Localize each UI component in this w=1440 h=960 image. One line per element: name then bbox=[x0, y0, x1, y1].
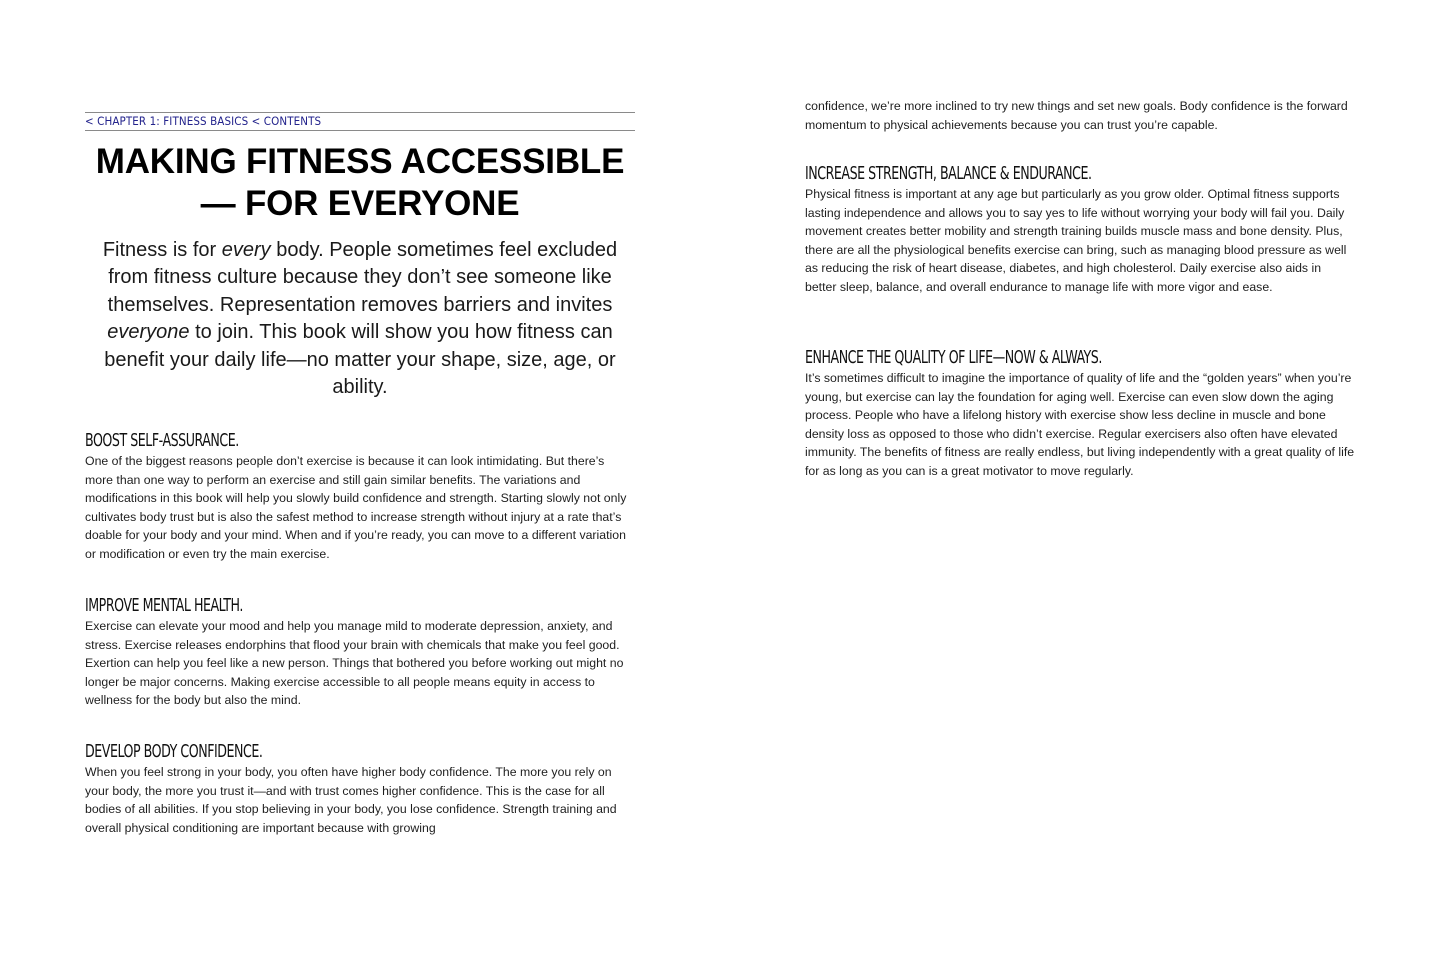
section-strength bbox=[805, 163, 1355, 296]
breadcrumb bbox=[85, 112, 635, 131]
section-self-assurance bbox=[85, 430, 635, 563]
section-body: One of the biggest reasons people don’t exercise is because it can look intimidating. But there’s more than one way to perform an exercise and still gain similar benefits. The variations and modifications in this book will help you slowly build confidence and strength. Starting slowly not only cultivates body trust but is also the safest method to increase strength without injury at a rate that’s doable for your body and your mind. When and if you’re ready, you can move to a different variation or modification or even try the main exercise. bbox=[85, 454, 627, 561]
intro-emphasis-every: every bbox=[221, 239, 271, 261]
right-page bbox=[805, 0, 1355, 960]
section-heading: IMPROVE MENTAL HEALTH. bbox=[85, 595, 243, 616]
page-title-line-2: — FOR EVERYONE bbox=[200, 184, 520, 223]
page-title-line-1: MAKING FITNESS ACCESSIBLE bbox=[95, 142, 625, 181]
intro-text-2: body. People sometimes feel excluded from fitness culture because they don’t see someone like themselves. Representation removes barriers and invites bbox=[107, 239, 618, 316]
intro-paragraph bbox=[85, 237, 635, 401]
chapter-link[interactable]: < CHAPTER 1: FITNESS BASICS bbox=[85, 114, 249, 128]
section-body: confidence, we’re more inclined to try new things and set new goals. Body confidence is the forward momentum to physical achievements because you can trust you’re capable. bbox=[805, 99, 1348, 132]
section-body: It’s sometimes difficult to imagine the importance of quality of life and the “golden years” when you’re young, but exercise can lay the foundation for aging well. Exercise can even slow down the aging process. People who have a lifelong history with exercise show less decline in muscle and bone density loss as opposed to those who didn’t exercise. Regular exercisers also often have elevated immunity. The benefits of fitness are really endless, but living independently with a great quality of life for as long as you can is a great motivator to move regularly. bbox=[805, 371, 1355, 478]
section-heading: DEVELOP BODY CONFIDENCE. bbox=[85, 741, 263, 762]
section-quality-of-life bbox=[805, 347, 1355, 480]
contents-link[interactable]: < CONTENTS bbox=[251, 114, 322, 128]
page-title bbox=[85, 141, 635, 225]
section-heading: INCREASE STRENGTH, BALANCE & ENDURANCE. bbox=[805, 163, 1092, 184]
section-heading: BOOST SELF-ASSURANCE. bbox=[85, 430, 239, 451]
section-mental-health bbox=[85, 595, 635, 710]
section-body: When you feel strong in your body, you often have higher body confidence. The more you rely on your body, the more you trust it—and with trust comes higher confidence. This is the case for all bodies of all abilities. If you stop believing in your body, you lose confidence. Strength training and overall physical conditioning are important because with growing bbox=[85, 765, 617, 835]
section-body: Physical fitness is important at any age but particularly as you grow older. Optimal fitness supports lasting independence and allows you to say yes to life without worrying your body will fail you. Daily movement creates better mobility and strength training builds muscle mass and bone density. Plus, there are all the physiological benefits exercise can bring, such as managing blood pressure as well as reducing the risk of heart disease, diabetes, and high cholesterol. Daily exercise also aids in better sleep, balance, and overall endurance to manage life with more vigor and ease. bbox=[805, 187, 1347, 294]
section-body-confidence-continued bbox=[805, 97, 1355, 134]
intro-emphasis-everyone: everyone bbox=[107, 321, 190, 344]
section-body: Exercise can elevate your mood and help you manage mild to moderate depression, anxiety, and stress. Exercise releases endorphins that flood your brain with chemicals that make you feel good. Exertion can help you feel like a new person. Things that bothered you before working out might no longer be major concerns. Making exercise accessible to all people means equity in access to wellness for the body but also the mind. bbox=[85, 619, 624, 707]
intro-text-3: to join. This book will show you how fitness can benefit your daily life—no matter your shape, size, age, or ability. bbox=[104, 321, 616, 399]
section-body-confidence bbox=[85, 741, 635, 837]
left-page bbox=[85, 0, 635, 960]
section-heading: ENHANCE THE QUALITY OF LIFE—NOW & ALWAYS. bbox=[805, 347, 1102, 368]
intro-text-1: Fitness is for bbox=[102, 239, 222, 261]
